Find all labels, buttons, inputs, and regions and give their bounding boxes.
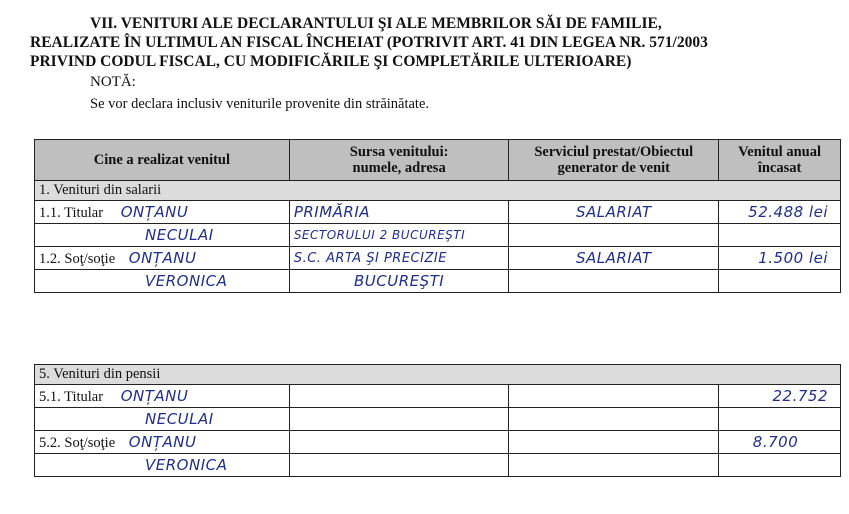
amount-cell: 22.752 bbox=[719, 385, 841, 408]
service-cell: SALARIAT bbox=[509, 201, 719, 224]
source-cell: PRIMĂRIA bbox=[289, 201, 509, 224]
header-source-line-1: Sursa venitului: bbox=[349, 144, 449, 160]
nota-text: Se vor declara inclusiv veniturile provenite din străinătate. bbox=[90, 96, 430, 112]
handwritten-name: ONȚANU bbox=[120, 202, 189, 221]
salary-income-table bbox=[34, 139, 841, 293]
handwritten-name: ONȚANU bbox=[120, 386, 189, 405]
header-amount-line-1: Venitul anual bbox=[738, 144, 821, 160]
empty-cell bbox=[509, 385, 719, 408]
section-row bbox=[35, 181, 841, 201]
who-label: 5.2. Soţ/soţie bbox=[39, 434, 116, 451]
handwritten-name: ONȚANU bbox=[128, 248, 197, 267]
amount-cell: 1.500 lei bbox=[719, 247, 841, 270]
who-cell bbox=[35, 385, 290, 408]
heading-line-3: PRIVIND CODUL FISCAL, CU MODIFICĂRILE ŞI COMPLETĂRILE ULTERIOARE) bbox=[30, 53, 632, 70]
table-row bbox=[35, 270, 841, 293]
empty-cell bbox=[289, 385, 509, 408]
empty-cell bbox=[289, 454, 509, 477]
section-pension-title: 5. Venituri din pensii bbox=[35, 365, 841, 385]
service-cell: SALARIAT bbox=[509, 247, 719, 270]
nota-label: NOTĂ: bbox=[90, 74, 136, 90]
table-header-row bbox=[35, 140, 841, 181]
table-row bbox=[35, 201, 841, 224]
source-cell: S.C. ARTA ŞI PRECIZIE bbox=[289, 247, 509, 270]
handwritten-name: ONȚANU bbox=[128, 432, 197, 451]
header-source-line-2: numele, adresa bbox=[352, 160, 446, 176]
empty-cell bbox=[509, 224, 719, 247]
header-who: Cine a realizat venitul bbox=[35, 140, 290, 181]
heading-line-2: REALIZATE ÎN ULTIMUL AN FISCAL ÎNCHEIAT (POTRIVIT ART. 41 DIN LEGEA NR. 571/2003 bbox=[30, 34, 708, 51]
empty-cell bbox=[509, 408, 719, 431]
table-row bbox=[35, 247, 841, 270]
who-label: 1.1. Titular bbox=[39, 204, 104, 221]
header-service-line-2: generator de venit bbox=[557, 160, 671, 176]
table-row bbox=[35, 408, 841, 431]
handwritten-name: VERONICA bbox=[35, 454, 290, 477]
empty-cell bbox=[509, 270, 719, 293]
header-source bbox=[289, 140, 509, 181]
empty-cell bbox=[509, 431, 719, 454]
handwritten-name: NECULAI bbox=[35, 224, 290, 247]
table-row bbox=[35, 431, 841, 454]
handwritten-name: VERONICA bbox=[35, 270, 290, 293]
header-service bbox=[509, 140, 719, 181]
who-label: 1.2. Soţ/soţie bbox=[39, 250, 116, 267]
empty-cell bbox=[509, 454, 719, 477]
who-cell bbox=[35, 431, 290, 454]
empty-cell bbox=[719, 224, 841, 247]
table-row bbox=[35, 224, 841, 247]
empty-cell bbox=[719, 408, 841, 431]
pension-income-table bbox=[34, 364, 841, 477]
who-label: 5.1. Titular bbox=[39, 388, 104, 405]
handwritten-name: NECULAI bbox=[35, 408, 290, 431]
heading-line-1: VII. VENITURI ALE DECLARANTULUI ŞI ALE MEMBRILOR SĂI DE FAMILIE, bbox=[90, 15, 662, 32]
section-heading bbox=[30, 14, 840, 71]
section-salary-title: 1. Venituri din salarii bbox=[35, 181, 841, 201]
header-service-line-1: Serviciul prestat/Obiectul bbox=[534, 144, 694, 160]
empty-cell bbox=[289, 408, 509, 431]
empty-cell bbox=[719, 454, 841, 477]
who-cell bbox=[35, 247, 290, 270]
amount-cell: 52.488 lei bbox=[719, 201, 841, 224]
header-amount bbox=[719, 140, 841, 181]
source-cell: BUCUREŞTI bbox=[289, 270, 509, 293]
empty-cell bbox=[719, 270, 841, 293]
amount-cell: 8.700 bbox=[719, 431, 841, 454]
source-cell: SECTORULUI 2 BUCUREŞTI bbox=[289, 224, 509, 247]
section-row bbox=[35, 365, 841, 385]
table-row bbox=[35, 454, 841, 477]
header-amount-line-2: încasat bbox=[757, 160, 802, 176]
who-cell bbox=[35, 201, 290, 224]
table-row bbox=[35, 385, 841, 408]
empty-cell bbox=[289, 431, 509, 454]
